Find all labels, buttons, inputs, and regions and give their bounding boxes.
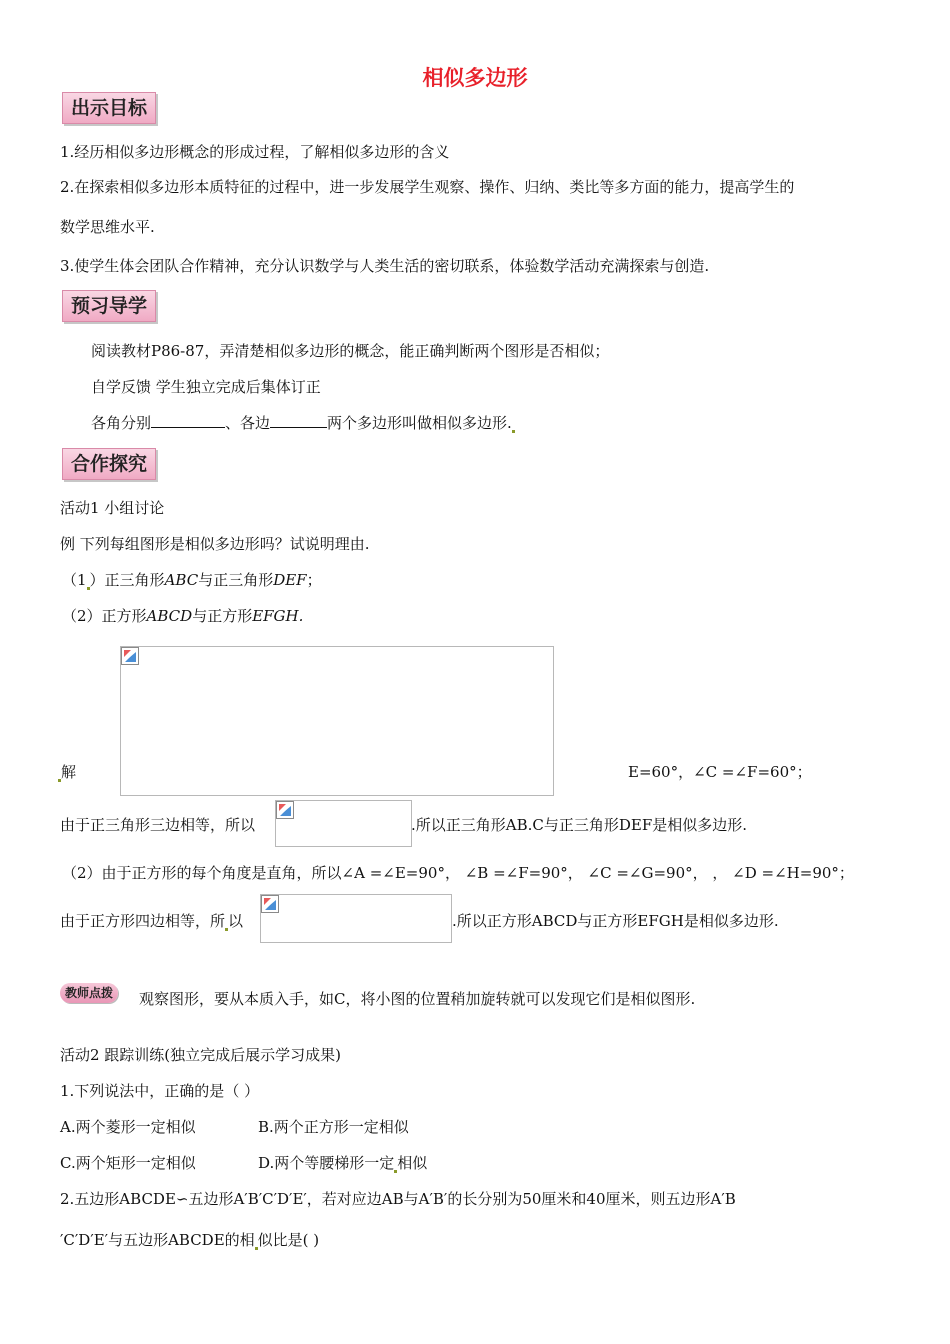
exercise-2-question: 2.五边形ABCDE∽五边形A′B′C′D′E′，若对应边AB与A′B′的长分别为50厘米和40厘米，则五边形A′B	[60, 1190, 736, 1208]
q1-end: ；	[306, 571, 322, 589]
answer-blank-1[interactable]	[151, 413, 225, 428]
q1-and: 与正三角形	[198, 571, 274, 589]
q2-abcd: ABCD	[146, 607, 193, 625]
exercise-2-question-cont	[60, 1229, 319, 1250]
solution-triangle-conclusion: .所以正三角形AB.C与正三角形DEF是相似多边形.	[411, 816, 748, 834]
question-2-squares	[62, 605, 303, 626]
q1-def: DEF	[273, 571, 307, 589]
question-1-triangles	[62, 569, 322, 590]
solution-square-sides	[60, 910, 243, 931]
answer-blank-2[interactable]	[270, 413, 327, 428]
solution-triangle-sides: 由于正三角形三边相等，所以	[60, 816, 256, 834]
page-title: 相似多边形	[422, 66, 528, 90]
q2-and: 与正方形	[192, 607, 253, 625]
fill-text-angles: 各角分别	[91, 414, 152, 432]
q1-abc: ABC	[164, 571, 199, 589]
objective-2-cont: 数学思维水平.	[60, 218, 155, 236]
solution-label-text: 解	[61, 763, 77, 781]
fill-text-end: 两个多边形叫做相似多边形.	[327, 414, 512, 432]
solution-label	[58, 761, 76, 782]
q1-text: ）正三角形	[89, 571, 165, 589]
objective-1: 1.经历相似多边形概念的形成过程，了解相似多边形的含义	[60, 143, 450, 161]
preview-fill-blank	[91, 412, 515, 433]
exercise-1-option-c: C.两个矩形一定相似	[60, 1154, 196, 1172]
option-d-text: D.两个等腰梯形一定	[258, 1154, 395, 1172]
solution-square-angles: （2）由于正方形的每个角度是直角，所以∠A =∠E=90°， ∠B =∠F=90°， ∠C =∠G=90°， ， ∠D =∠H=90°；	[62, 864, 854, 882]
teacher-tip-text: 观察图形，要从本质入手，如C，将小图的位置稍加旋转就可以发现它们是相似图形.	[139, 990, 696, 1008]
solution-square-conclusion: .所以正方形ABCD与正方形EFGH是相似多边形.	[452, 912, 779, 930]
section-heading-objectives: 出示目标	[62, 92, 156, 124]
example-question: 例 下列每组图形是相似多边形吗？试说明理由.	[60, 535, 370, 553]
square-sides-so: 以	[228, 912, 244, 930]
figure-image-frame	[120, 646, 554, 796]
exercise-1-question: 1.下列说法中，正确的是（ ）	[60, 1082, 260, 1100]
stray-dot	[512, 430, 515, 433]
q1-number: （1	[62, 571, 87, 589]
teacher-tip-badge: 教师点拨	[60, 983, 118, 1003]
exercise-2-end: 似比是( )	[257, 1231, 320, 1249]
objective-2: 2.在探索相似多边形本质特征的过程中，进一步发展学生观察、操作、归纳、类比等多方面的能力，提高学生的	[60, 178, 795, 196]
q2-text: （2）正方形	[62, 607, 147, 625]
broken-image-icon	[121, 647, 139, 665]
preview-feedback: 自学反馈 学生独立完成后集体订正	[91, 378, 321, 396]
activity2-heading: 活动2 跟踪训练(独立完成后展示学习成果)	[60, 1046, 342, 1064]
exercise-2-text: ′C′D′E′与五边形ABCDE的相	[60, 1231, 255, 1249]
section-heading-explore: 合作探究	[62, 448, 156, 480]
fill-text-sides: 、各边	[225, 414, 271, 432]
solution-triangle-angles: E=60°，∠C =∠F=60°；	[628, 763, 812, 781]
q2-efgh: EFGH.	[252, 607, 304, 625]
exercise-1-option-b: B.两个正方形一定相似	[258, 1118, 409, 1136]
exercise-1-option-a: A.两个菱形一定相似	[60, 1118, 196, 1136]
broken-image-icon	[276, 801, 294, 819]
broken-image-icon	[261, 895, 279, 913]
square-sides-text: 由于正方形四边相等，所	[60, 912, 226, 930]
objective-3: 3.使学生体会团队合作精神，充分认识数学与人类生活的密切联系，体验数学活动充满探索与创造.	[60, 257, 710, 275]
option-d-end: 相似	[397, 1154, 428, 1172]
formula-image-frame-2	[260, 894, 452, 943]
section-heading-preview: 预习导学	[62, 290, 156, 322]
activity1-heading: 活动1 小组讨论	[60, 499, 165, 517]
formula-image-frame-1	[275, 800, 412, 847]
preview-reading: 阅读教材P86-87，弄清楚相似多边形的概念，能正确判断两个图形是否相似；	[91, 342, 610, 360]
exercise-1-option-d	[258, 1152, 427, 1173]
